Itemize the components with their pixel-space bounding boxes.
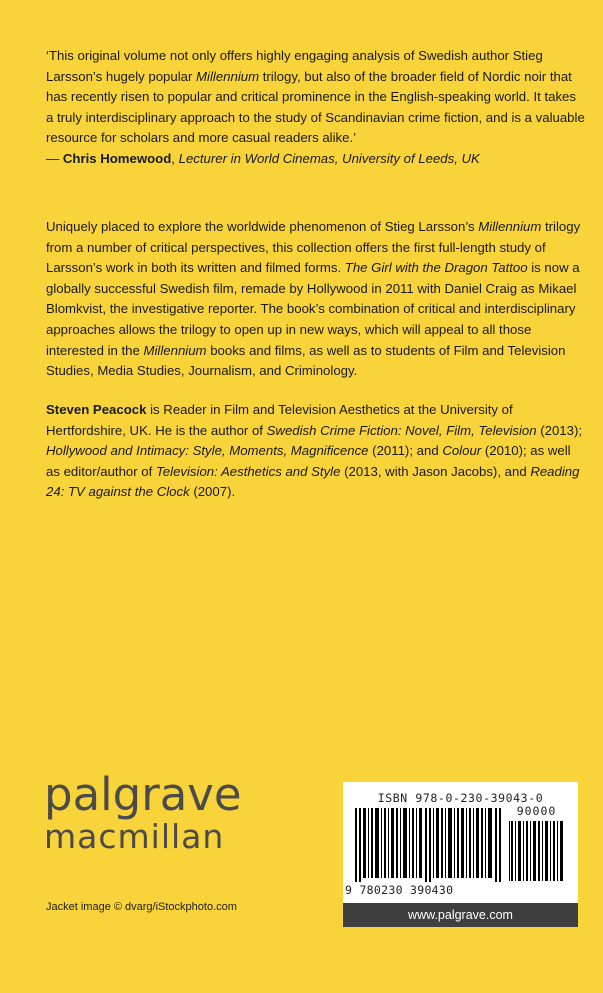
author-bio [46, 400, 586, 503]
publisher-logo [44, 768, 242, 857]
quote-text: ‘This original volume not only offers highly engaging analysis of Swedish author Stieg Larsson’s hugely popular [46, 48, 543, 84]
logo-palgrave: palgrave [44, 768, 242, 821]
bio-text: (2013, with Jason Jacobs), and [340, 463, 531, 479]
bio-text: is Reader in Film and Television Aesthetics at the University of Hertfordshire, UK. He is the author of [46, 402, 513, 438]
description-text: books and films, as well as to students of Film and Television Studies, Media Studies, Journalism, and Criminology. [46, 342, 566, 379]
review-quote [46, 46, 586, 170]
book-description [46, 217, 586, 382]
description-italic: The Girl with the Dragon Tattoo [344, 260, 528, 276]
quote-paragraph [46, 46, 586, 149]
quote-attribution [46, 149, 586, 170]
attribution-role: Lecturer in World Cinemas, University of Leeds, UK [178, 150, 480, 166]
bio-book-title: Swedish Crime Fiction: Novel, Film, Television [266, 422, 537, 438]
attribution-separator: , [171, 150, 179, 166]
description-text: Uniquely placed to explore the worldwide phenomenon of Stieg Larsson’s [46, 219, 479, 234]
bio-text: (2010); as well as editor/author of [46, 443, 571, 479]
barcode-addon-number: 90000 [516, 804, 557, 818]
ean-barcode-bars [355, 808, 505, 882]
quote-italic-title: Millennium [196, 68, 260, 84]
isbn-label: ISBN 978-0-230-39043-0 [377, 791, 544, 805]
ean-number: 9 780230 390430 [345, 883, 454, 897]
barcode-panel [343, 782, 578, 903]
author-bio-paragraph [46, 400, 586, 503]
quote-text: trilogy, but also of the broader field of Nordic noir that has recently risen to popular and critical prominence in the English-speaking world. It takes a truly interdisciplinary approach to the study of Scandinavian crime fiction, and is a valuable resource for scholars and more casual readers alike.’ [46, 68, 585, 146]
jacket-image-credit: Jacket image © dvarg/iStockphoto.com [46, 901, 237, 913]
addon-barcode-bars [509, 815, 564, 881]
bio-book-title: Reading 24: TV against the Clock [46, 463, 580, 500]
description-paragraph [46, 217, 586, 382]
description-text: trilogy from a number of critical perspectives, this collection offers the first full-length study of Larsson’s work in both its written and filmed forms. [46, 219, 581, 276]
publisher-website[interactable]: www.palgrave.com [343, 903, 578, 927]
author-name: Steven Peacock [46, 402, 147, 417]
bio-book-title: Television: Aesthetics and Style [155, 463, 341, 479]
description-italic: Millennium [478, 219, 542, 234]
description-text: is now a globally successful Swedish film, remade by Hollywood in 2011 with Daniel Craig as Mikael Blomkvist, the investigative reporter. The book’s combination of critical and interdisciplinary approaches allows the trilogy to open up in new ways, which will appeal to all those interested in the [46, 260, 580, 358]
bio-book-title: Colour [442, 443, 482, 459]
description-italic: Millennium [143, 342, 207, 358]
bio-text: (2013); [536, 422, 583, 438]
bio-text: (2011); and [368, 443, 443, 459]
logo-macmillan: macmillan [44, 817, 225, 856]
attribution-name: Chris Homewood [62, 150, 172, 166]
bio-text: (2007). [189, 484, 236, 500]
bio-book-title: Hollywood and Intimacy: Style, Moments, Magnificence [46, 443, 369, 459]
attribution-dash: — [46, 150, 63, 166]
